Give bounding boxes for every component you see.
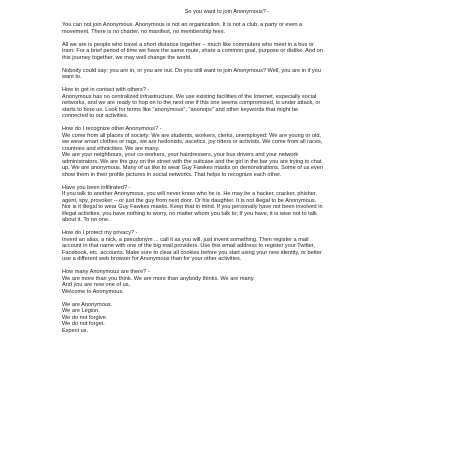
paragraph bbox=[62, 185, 392, 224]
paragraph bbox=[62, 68, 392, 81]
text-line: Anonymous has no centralized infrastructure. We use existing facilities of the Internet, especially social bbox=[62, 93, 317, 100]
text-line: We do not forgive. bbox=[62, 314, 108, 321]
text-line: account in that name with one of the big mail providers. Use this email address to register your Twitter, bbox=[62, 243, 315, 249]
text-line: Facebook, etc. accounts. Make sure to clear all cookies before you start using your new identity, or better bbox=[62, 249, 322, 256]
text-line: Nobody could say: you are in, or you are out. Do you still want to join Anonymous? Well, you are in if you bbox=[62, 67, 321, 74]
paragraph bbox=[62, 87, 392, 120]
text-line: If you talk to another Anonymous, you will never know who he is. He may be a hacker, cracker, phisher, bbox=[62, 191, 317, 197]
text-line: Nor is it illegal to wear Guy Fawkes masks. Keep that in mind. If you personally have not been involved in bbox=[62, 204, 323, 210]
text-line: use a different web browser for Anonymous than for your other activities. bbox=[62, 256, 242, 262]
text-line: illegal activities, you have nothing to worry, no matter whom you talk to; If you have, it is wise not to talk bbox=[62, 210, 317, 217]
text-line: We are Anonymous. bbox=[62, 301, 113, 308]
text-line: And you are now one of us. bbox=[62, 282, 131, 288]
text-line: want to. bbox=[62, 74, 82, 80]
text-line: You can not join Anonymous. Anonymous is not an organization. It is not a club, a party or even a bbox=[62, 22, 303, 28]
text-line: movement. There is no charter, no manifest, no membership fees. bbox=[62, 28, 226, 35]
text-line: How to get in contact with others? - bbox=[62, 87, 150, 93]
text-line: tram: For a brief period of time we have the same route, share a common goal, purpose or dislike. And on bbox=[62, 48, 323, 54]
text-line: about it. To no one. bbox=[62, 217, 110, 223]
text-line: We are your neighbours, your co-workers, your hairdressers, your bus drivers and your network bbox=[62, 152, 299, 158]
document-title: So you want to join Anonymous? - bbox=[184, 9, 270, 15]
paragraph bbox=[62, 302, 392, 335]
text-line: starts to bore us. Look for terms like "anonymous", "anonops" and other keywords that might be bbox=[62, 106, 299, 113]
text-line: How do I recognize other Anonymous? - bbox=[62, 126, 162, 132]
text-line: Expect us. bbox=[62, 327, 89, 334]
text-line: connected to our activities. bbox=[62, 113, 129, 119]
text-line: Have you been infiltrated? - bbox=[62, 184, 131, 191]
paragraph bbox=[62, 22, 392, 35]
text-line: How do I protect my privacy? - bbox=[62, 230, 138, 236]
text-line: networks, and we are ready to hop on to the next one if this one seems compromised, is under attack, or bbox=[62, 100, 321, 106]
text-line: We come from all places of society: We are students, workers, clerks, unemployed; We are young or old, bbox=[62, 132, 321, 139]
text-line: agent, spy, provoker -- or just the guy from next door. Or his daughter. It is not illegal to be Anonymous. bbox=[62, 197, 317, 204]
text-line: we wear smart clothes or rags, we are hedonists, ascetics, joy riders or activists. We come from all races, bbox=[62, 139, 323, 145]
text-line: How many Anonymous are there? - bbox=[62, 269, 150, 275]
text-line: We are Legion. bbox=[62, 308, 100, 314]
text-line: show them in their profile pictures in social networks. That helps to recognize each other. bbox=[62, 171, 282, 178]
paragraph bbox=[62, 126, 392, 178]
text-line: Invent an alias, a nick, a pseudonym ... call it as you will, just invent something. Then register a mail bbox=[62, 236, 309, 243]
text-line: We do not forget. bbox=[62, 321, 105, 327]
paragraph bbox=[62, 230, 392, 263]
text-line: All we are is people who travel a short distance together -- much like commuters who meet in a bus or bbox=[62, 41, 314, 48]
text-line: up. We are anonymous. Many of us like to wear Guy Fawkes masks on demonstrations. Some of us even bbox=[62, 165, 324, 171]
paragraph bbox=[62, 269, 392, 295]
text-line: We are more than you think. We are more than anybody thinks. We are many. bbox=[62, 275, 255, 282]
text-line: Welcome to Anonymous. bbox=[62, 288, 124, 295]
paragraph bbox=[62, 42, 392, 62]
document-body bbox=[62, 22, 392, 334]
text-line: countries and ethnicities. We are many. bbox=[62, 145, 160, 152]
text-line: this journey together, we may well change the world. bbox=[62, 54, 192, 61]
text-line: administrators. We are the guy on the street with the suitcase and the girl in the bar you are trying to chat bbox=[62, 158, 322, 165]
